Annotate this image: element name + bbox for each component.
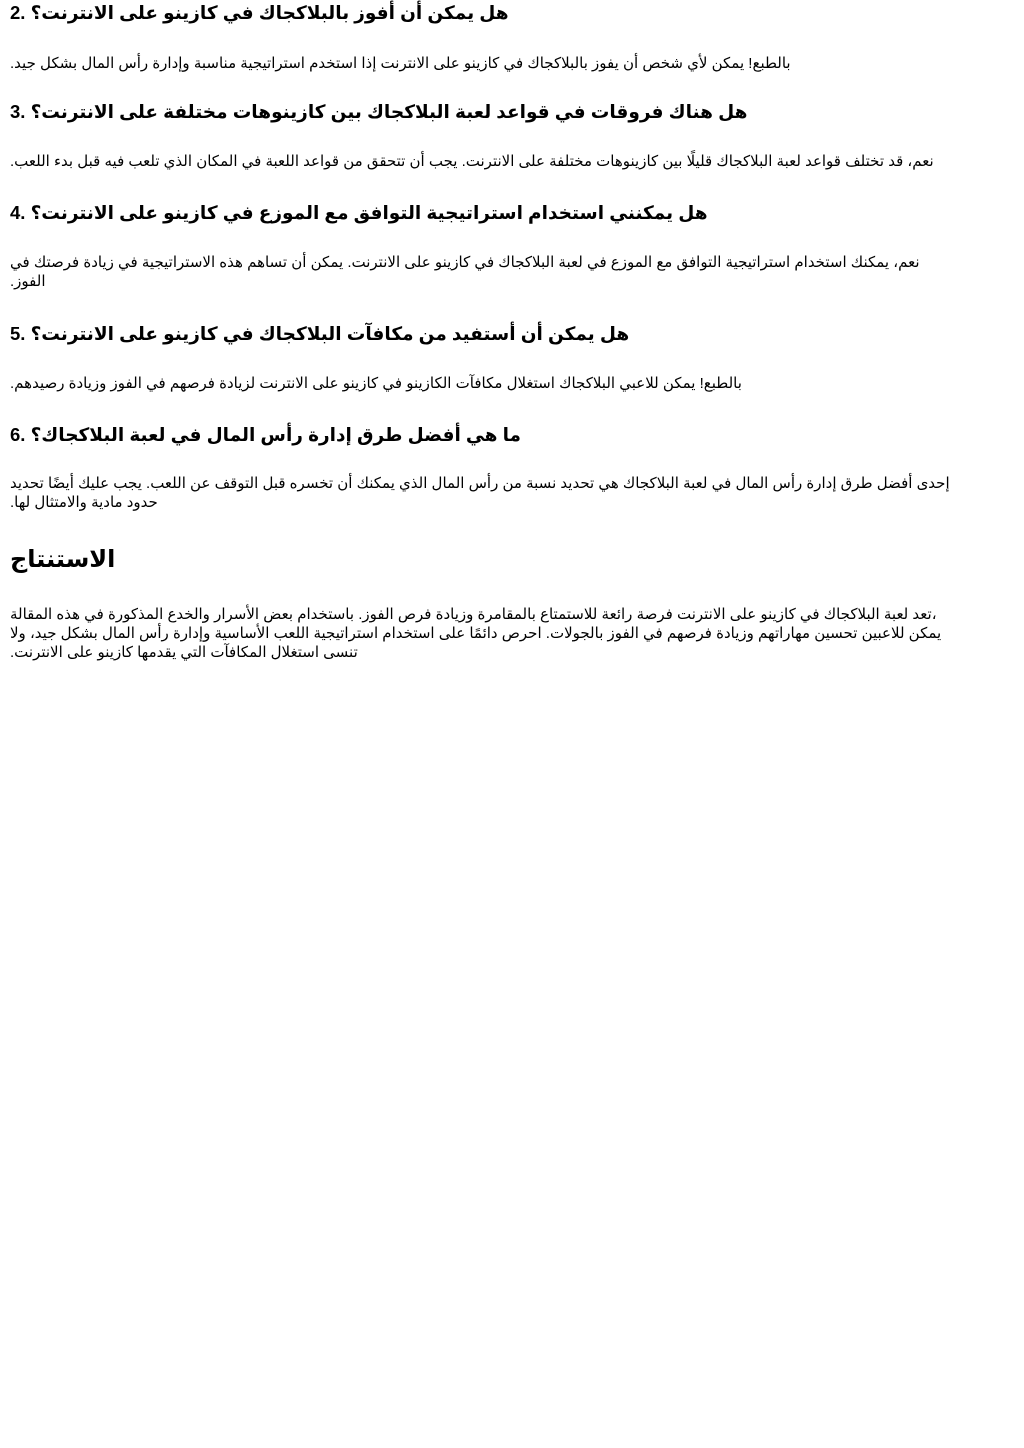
conclusion-section	[10, 545, 1012, 575]
conclusion-body	[10, 605, 1012, 662]
faq-question: هل يمكنني استخدام استراتيجية التوافق مع الموزع في كازينو على الانترنت؟ .4	[10, 202, 708, 223]
faq-answer-4	[10, 253, 1012, 291]
faq-item-5	[10, 321, 1012, 347]
faq-answer-2	[10, 54, 1012, 73]
conclusion-heading: الاستنتاج	[10, 546, 116, 573]
faq-answer-5	[10, 374, 1012, 393]
faq-item-3	[10, 99, 1012, 125]
faq-answer-line: إحدى أفضل طرق إدارة رأس المال في لعبة البلاكجاك هي تحديد نسبة من رأس المال الذي يمكنك أن تخسره قبل التوقف عن اللعب. يجب عليك أيضًا تحديد	[10, 475, 950, 492]
faq-answer: .نعم، قد تختلف قواعد لعبة البلاكجاك قليلًا بين كازينوهات مختلفة على الانترنت. يجب أن تتحقق من قواعد اللعبة في المكان الذي تلعب فيه قبل بدء اللعب	[10, 153, 934, 170]
faq-answer-line: .الفوز	[10, 273, 46, 290]
faq-answer: .بالطبع! يمكن لأي شخص أن يفوز بالبلاكجاك في كازينو على الانترنت إذا استخدم استراتيجية مناسبة وإدارة رأس المال بشكل جيد	[10, 55, 791, 72]
faq-question: هل يمكن أن أفوز بالبلاكجاك في كازينو على الانترنت؟ .2	[10, 2, 509, 23]
faq-answer-line: .حدود مادية والامتثال لها	[10, 494, 158, 511]
faq-question: هل هناك فروقات في قواعد لعبة البلاكجاك بين كازينوهات مختلفة على الانترنت؟ .3	[10, 101, 748, 122]
faq-answer-6	[10, 474, 1012, 512]
faq-answer: .بالطبع! يمكن للاعبي البلاكجاك استغلال مكافآت الكازينو في كازينو على الانترنت لزيادة فرصهم في الفوز وزيادة رصيدهم	[10, 375, 742, 392]
conclusion-line: يمكن للاعبين تحسين مهاراتهم وزيادة فرصهم في الفوز بالجولات. احرص دائمًا على استخدام استراتيجية اللعب الأساسية وإدارة رأس المال بشكل جيد، ولا	[10, 625, 942, 642]
faq-answer-3	[10, 152, 1012, 171]
faq-item-6	[10, 422, 1012, 448]
faq-item-2	[10, 0, 1012, 26]
conclusion-line: تعد لعبة البلاكجاك في كازينو على الانترنت فرصة رائعة للاستمتاع بالمقامرة وزيادة فرص الفوز. باستخدام بعض الأسرار والخدع المذكورة في هذه المقالة،	[10, 606, 937, 623]
faq-item-4	[10, 200, 1012, 226]
faq-answer-line: نعم، يمكنك استخدام استراتيجية التوافق مع الموزع في لعبة البلاكجاك في كازينو على الانترنت. يمكن أن تساهم هذه الاستراتيجية في زيادة فرصتك في	[10, 254, 920, 271]
faq-question: ما هي أفضل طرق إدارة رأس المال في لعبة البلاكجاك؟ .6	[10, 424, 522, 445]
conclusion-line: .تنسى استغلال المكافآت التي يقدمها كازينو على الانترنت	[10, 644, 358, 661]
faq-question: هل يمكن أن أستفيد من مكافآت البلاكجاك في كازينو على الانترنت؟ .5	[10, 323, 630, 344]
